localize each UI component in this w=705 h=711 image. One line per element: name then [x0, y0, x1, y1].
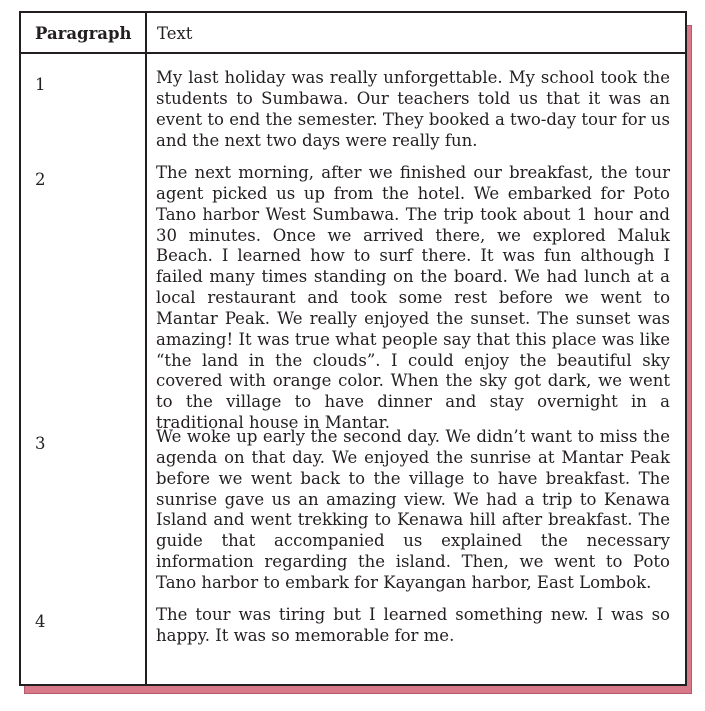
paragraph-number: 3 [35, 434, 46, 453]
column-divider [145, 13, 147, 684]
paragraph-number: 2 [35, 170, 46, 189]
header-text: Text [157, 24, 193, 43]
paragraph-table [19, 11, 687, 686]
paragraph-text: The tour was tiring but I learned something new. I was so happy. It was so memorable for me. [156, 605, 670, 645]
paragraph-text: We woke up early the second day. We didn’t want to miss the agenda on that day. We enjoyed the sunrise at Mantar Peak before we went back to the village to have breakfast. The sunrise gave us an amazing view. We had a trip to Kenawa Island and went trekking to Kenawa hill after breakfast. The guide that accompanied us explained the necessary information regarding the island. Then, we went to Poto Tano harbor to embark for Kayangan harbor, East Lombok. [156, 427, 670, 592]
header-paragraph: Paragraph [35, 24, 132, 43]
header-divider [21, 52, 685, 54]
paragraph-number: 4 [35, 612, 46, 631]
paragraph-number: 1 [35, 75, 46, 94]
paragraph-text: The next morning, after we finished our breakfast, the tour agent picked us up from the hotel. We embarked for Poto Tano harbor West Sumbawa. The trip took about 1 hour and 30 minutes. Once we arrived there, we explored Maluk Beach. I learned how to surf there. It was fun although I failed many times standing on the board. We had lunch at a local restaurant and took some rest before we went to Mantar Peak. We really enjoyed the sunset. The sunset was amazing! It was true what people say that this place was like “the land in the clouds”. I could enjoy the beautiful sky covered with orange color. When the sky got dark, we went to the village to have dinner and stay overnight in a traditional house in Mantar. [156, 163, 670, 433]
paragraph-text: My last holiday was really unforgettable. My school took the students to Sumbawa. Our teachers told us that it was an event to end the semester. They booked a two-day tour for us and the next two days were really fun. [156, 68, 670, 150]
